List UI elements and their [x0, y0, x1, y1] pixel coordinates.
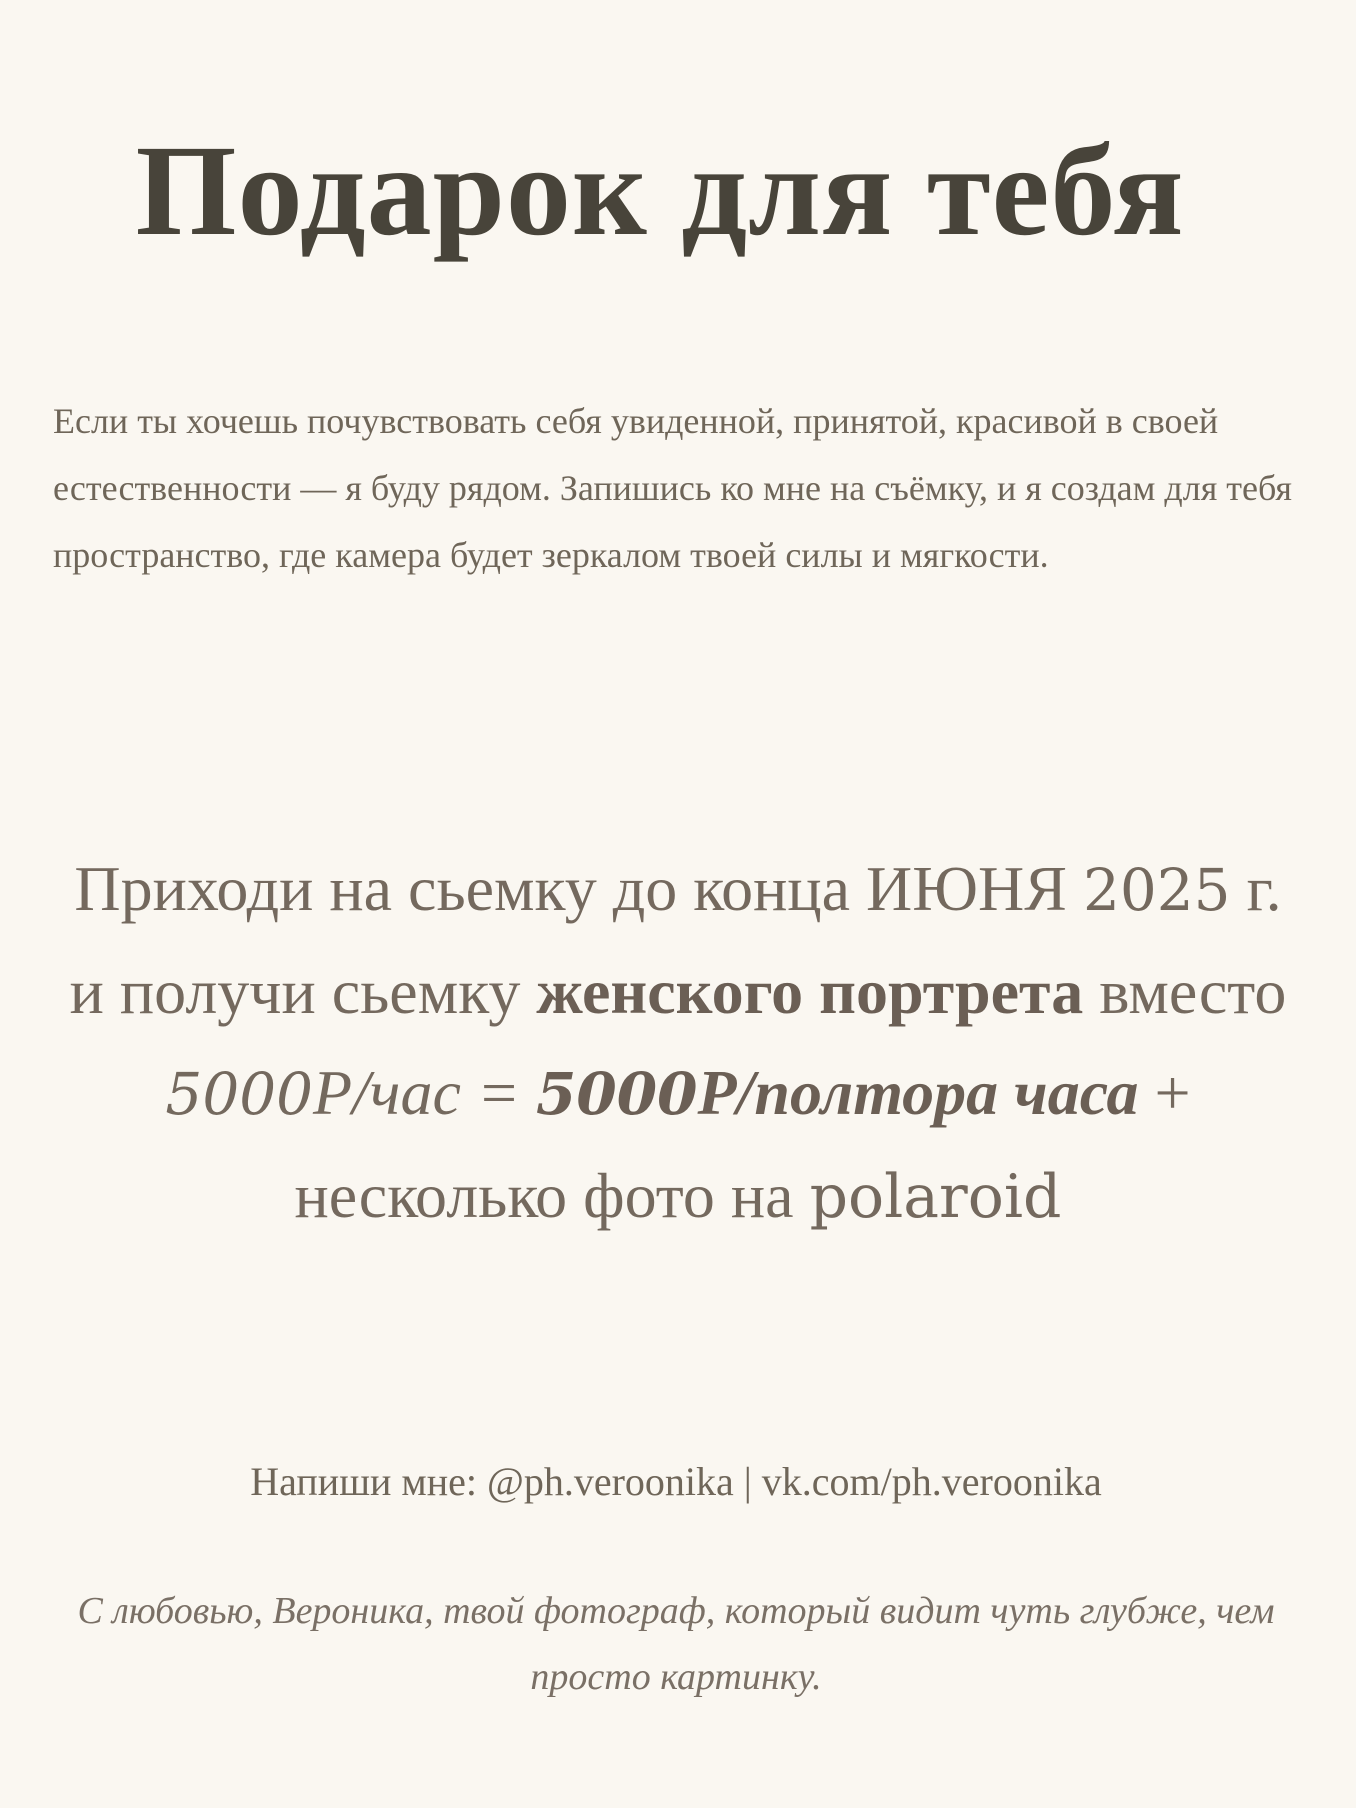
offer-year: 2025	[1082, 856, 1231, 924]
intro-paragraph: Если ты хочешь почувствовать себя увиденной, принятой, красивой в своей естественности — я буду рядом. Запишись ко мне на съёмку, и я создам для тебя пространство, где камера будет зеркалом твоей силы и мягкости.	[53, 401, 1292, 575]
offer-new-price	[536, 1057, 1138, 1128]
offer-highlight: женского портрета	[536, 956, 1084, 1027]
offer-plus: +	[1138, 1057, 1191, 1128]
offer-old-price-text: Р/час =	[313, 1057, 537, 1128]
offer-old-price	[165, 1057, 536, 1128]
offer-line2-prefix: и получи сьемку	[69, 956, 537, 1027]
offer-polaroid: polaroid	[809, 1162, 1062, 1232]
offer-block	[30, 838, 1326, 1248]
contact-line: Напиши мне: @ph.veroonika | vk.com/ph.veroonika	[250, 1459, 1102, 1504]
page-title: Подарок для тебя	[135, 119, 1185, 263]
offer-old-price-number: 5000	[165, 1060, 314, 1128]
offer-line2-suffix: вместо	[1083, 956, 1287, 1027]
offer-line1-prefix: Приходи на сьемку до конца ИЮНЯ	[74, 853, 1083, 924]
signature: С любовью, Вероника, твой фотограф, который видит чуть глубже, чем просто картинку.	[77, 1590, 1275, 1698]
offer-new-price-text: Р/полтора часа	[697, 1057, 1139, 1128]
offer-new-price-number: 5000	[536, 1060, 698, 1128]
offer-line1-suffix: г.	[1230, 853, 1282, 924]
offer-line4-prefix: несколько фото на	[294, 1160, 810, 1231]
